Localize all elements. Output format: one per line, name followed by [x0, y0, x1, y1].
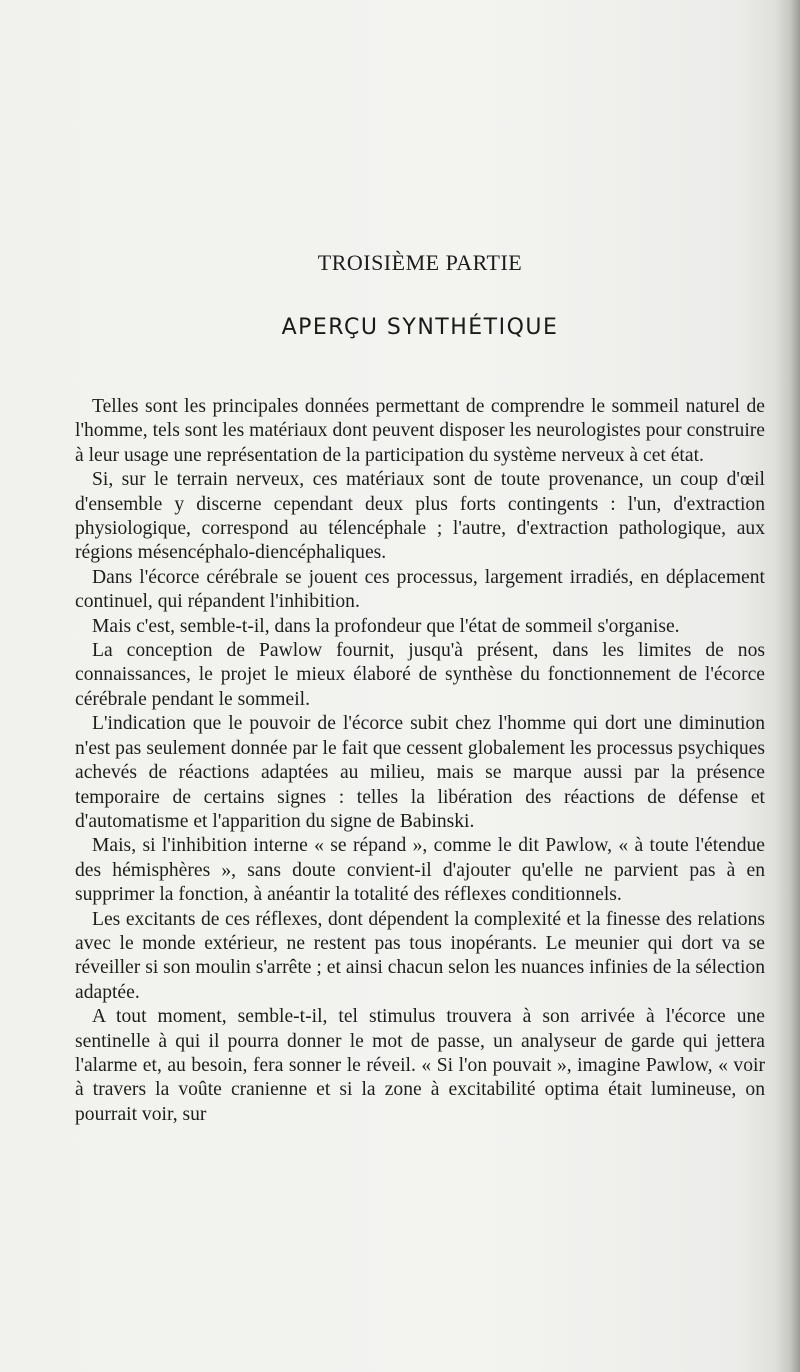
chapter-title: APERÇU SYNTHÉTIQUE [281, 315, 559, 340]
paragraph-2: Si, sur le terrain nerveux, ces matériaux sont de toute provenance, un coup d'œil d'ensemble y discerne cependant deux plus forts contingents : l'un, d'extraction physiologique, correspond au télencéphale ; l'autre, d'extraction pathologique, aux régions mésencéphalo-diencéphaliques. [75, 469, 765, 564]
paragraph-3: Dans l'écorce cérébrale se jouent ces processus, largement irradiés, en déplacement continuel, qui répandent l'inhibition. [75, 566, 765, 613]
page-edge-shadow [774, 0, 800, 1372]
paragraph-7: Mais, si l'inhibition interne « se répand », comme le dit Pawlow, « à toute l'étendue des hémisphères », sans doute convient-il d'ajouter qu'elle ne parvient pas à en supprimer la fonction, à anéantir la totalité des réflexes conditionnels. [75, 835, 765, 906]
paragraph-8: Les excitants de ces réflexes, dont dépendent la complexité et la finesse des relations avec le monde extérieur, ne restent pas tous inopérants. Le meunier qui dort va se réveiller si son moulin s'arrête ; et ainsi chacun selon les nuances infinies de la sélection adaptée. [75, 908, 765, 1003]
paragraph-6: L'indication que le pouvoir de l'écorce subit chez l'homme qui dort une diminution n'est pas seulement donnée par le fait que cessent globalement les processus psychiques achevés de réactions adaptées au milieu, mais se marque aussi par la présence temporaire de certains signes : telles la libération des réactions de défense et d'automatisme et l'apparition du signe de Babinski. [75, 713, 765, 832]
paragraph-4: Mais c'est, semble-t-il, dans la profondeur que l'état de sommeil s'organise. [92, 615, 680, 637]
paragraph-1: Telles sont les principales données permettant de comprendre le sommeil naturel de l'homme, tels sont les matériaux dont peuvent disposer les neurologistes pour construire à leur usage une représentation de la participation du système nerveux à cet état. [75, 396, 765, 466]
paragraph-9: A tout moment, semble-t-il, tel stimulus trouvera à son arrivée à l'écorce une sentinelle à qui il pourra donner le mot de passe, un analyseur de garde qui jettera l'alarme et, au besoin, fera sonner le réveil. « Si l'on pouvait », imagine Pawlow, « voir à travers la voûte cranienne et si la zone à excitabilité optima était lumineuse, on pourrait voir, sur [75, 1006, 765, 1125]
paragraph-5: La conception de Pawlow fournit, jusqu'à présent, dans les limites de nos connaissances, le projet le mieux élaboré de synthèse du fonctionnement de l'écorce cérébrale pendant le sommeil. [75, 640, 765, 710]
body-text [75, 395, 765, 1127]
part-title: TROISIÈME PARTIE [317, 250, 523, 275]
